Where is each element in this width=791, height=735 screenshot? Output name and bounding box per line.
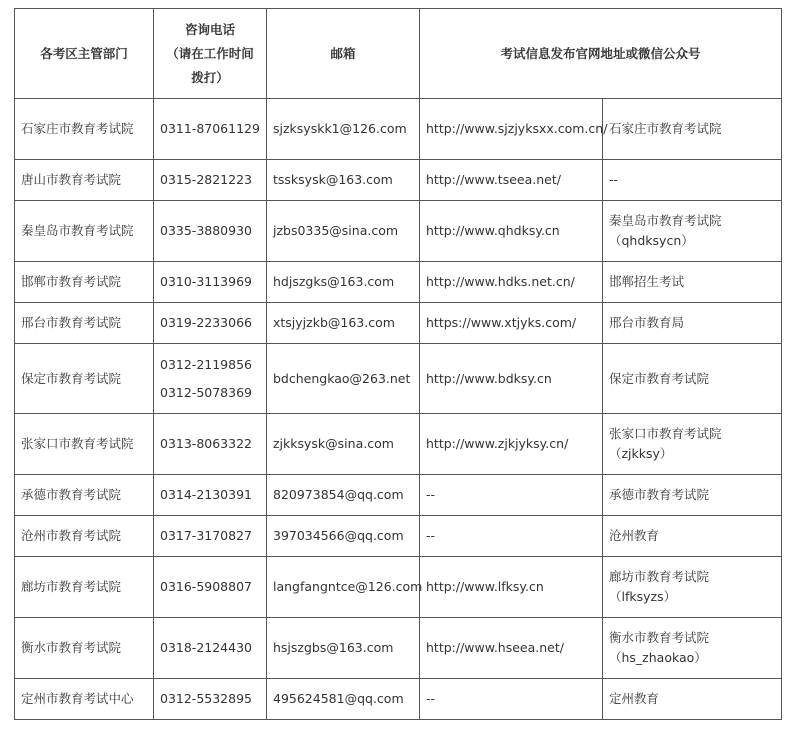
phone-cell: 0310-3113969: [154, 262, 267, 303]
phone-cell: 0319-2233066: [154, 303, 267, 344]
phone-number: 0312-5078369: [160, 384, 252, 400]
header-row: [15, 9, 782, 99]
wechat-id: （zjkksy）: [609, 446, 673, 461]
dept-cell: 邯郸市教育考试院: [15, 262, 154, 303]
wechat-cell: [603, 160, 782, 201]
wechat-cell: [603, 618, 782, 679]
phone-cell: 0314-2130391: [154, 475, 267, 516]
header-phone-line3: 拨打）: [191, 69, 229, 85]
header-dept: 各考区主管部门: [15, 9, 154, 99]
wechat-id: （hs_zhaokao）: [609, 650, 707, 665]
dept-cell: 邢台市教育考试院: [15, 303, 154, 344]
email-cell: hdjszgks@163.com: [267, 262, 420, 303]
website-cell: --: [420, 475, 603, 516]
email-cell: 397034566@qq.com: [267, 516, 420, 557]
wechat-name: 保定市教育考试院: [609, 370, 710, 386]
website-cell: --: [420, 679, 603, 720]
email-cell: zjkksysk@sina.com: [267, 414, 420, 475]
wechat-cell: [603, 201, 782, 262]
dept-cell: 廊坊市教育考试院: [15, 557, 154, 618]
dept-cell: 秦皇岛市教育考试院: [15, 201, 154, 262]
website-cell[interactable]: http://www.hseea.net/: [420, 618, 603, 679]
table-row: [15, 262, 782, 303]
table-row: [15, 516, 782, 557]
wechat-cell: [603, 475, 782, 516]
dept-cell: 沧州市教育考试院: [15, 516, 154, 557]
email-cell: xtsjyjzkb@163.com: [267, 303, 420, 344]
wechat-name: 廊坊市教育考试院: [609, 569, 710, 584]
wechat-cell: [603, 414, 782, 475]
website-cell[interactable]: http://www.hdks.net.cn/: [420, 262, 603, 303]
phone-cell: 0313-8063322: [154, 414, 267, 475]
dept-cell: 石家庄市教育考试院: [15, 99, 154, 160]
website-cell[interactable]: http://www.tseea.net/: [420, 160, 603, 201]
table-row: [15, 557, 782, 618]
dept-cell: 定州市教育考试中心: [15, 679, 154, 720]
wechat-cell: [603, 99, 782, 160]
email-cell: langfangntce@126.com: [267, 557, 420, 618]
header-site: 考试信息发布官网地址或微信公众号: [420, 9, 782, 99]
email-cell: 820973854@qq.com: [267, 475, 420, 516]
table-row: [15, 618, 782, 679]
header-phone-line2: （请在工作时间: [166, 45, 254, 61]
wechat-name: 衡水市教育考试院: [609, 630, 710, 645]
table-row: [15, 201, 782, 262]
website-cell[interactable]: http://www.sjzjyksxx.com.cn/: [420, 99, 603, 160]
dept-cell: 承德市教育考试院: [15, 475, 154, 516]
dept-cell: 衡水市教育考试院: [15, 618, 154, 679]
phone-cell: [154, 344, 267, 414]
dept-cell: 唐山市教育考试院: [15, 160, 154, 201]
phone-cell: 0315-2821223: [154, 160, 267, 201]
wechat-cell: [603, 262, 782, 303]
website-cell: --: [420, 516, 603, 557]
website-cell[interactable]: http://www.bdksy.cn: [420, 344, 603, 414]
email-cell: 495624581@qq.com: [267, 679, 420, 720]
phone-cell: 0335-3880930: [154, 201, 267, 262]
wechat-id: （lfksyzs）: [609, 589, 677, 604]
wechat-name: 承德市教育考试院: [609, 487, 710, 502]
table-row: [15, 679, 782, 720]
header-email: 邮箱: [267, 9, 420, 99]
table-row: [15, 475, 782, 516]
table-row: [15, 160, 782, 201]
phone-cell: 0317-3170827: [154, 516, 267, 557]
website-cell[interactable]: https://www.xtjyks.com/: [420, 303, 603, 344]
contact-table: [14, 8, 782, 720]
email-cell: hsjszgbs@163.com: [267, 618, 420, 679]
header-phone-line1: 咨询电话: [184, 21, 235, 37]
table-row: [15, 344, 782, 414]
email-cell: bdchengkao@263.net: [267, 344, 420, 414]
wechat-cell: [603, 557, 782, 618]
phone-cell: 0312-5532895: [154, 679, 267, 720]
email-cell: jzbs0335@sina.com: [267, 201, 420, 262]
wechat-name: 张家口市教育考试院: [609, 426, 722, 441]
phone-cell: 0311-87061129: [154, 99, 267, 160]
email-cell: tssksysk@163.com: [267, 160, 420, 201]
wechat-name: --: [609, 172, 619, 187]
phone-cell: 0318-2124430: [154, 618, 267, 679]
table-row: [15, 303, 782, 344]
phone-number: 0312-2119856: [160, 356, 252, 372]
website-cell[interactable]: http://www.zjkjyksy.cn/: [420, 414, 603, 475]
header-phone: [154, 9, 267, 99]
wechat-name: 石家庄市教育考试院: [609, 121, 722, 136]
wechat-cell: [603, 516, 782, 557]
email-cell: sjzksyskk1@126.com: [267, 99, 420, 160]
wechat-cell: [603, 344, 782, 414]
website-cell[interactable]: http://www.qhdksy.cn: [420, 201, 603, 262]
phone-cell: 0316-5908807: [154, 557, 267, 618]
wechat-name: 定州教育: [609, 691, 660, 706]
website-cell[interactable]: http://www.lfksy.cn: [420, 557, 603, 618]
dept-cell: 保定市教育考试院: [15, 344, 154, 414]
wechat-cell: [603, 679, 782, 720]
wechat-id: （qhdksycn）: [609, 233, 694, 248]
table-row: [15, 99, 782, 160]
wechat-name: 邯郸招生考试: [609, 274, 685, 289]
wechat-name: 沧州教育: [609, 528, 660, 543]
wechat-cell: [603, 303, 782, 344]
wechat-name: 秦皇岛市教育考试院: [609, 213, 722, 228]
dept-cell: 张家口市教育考试院: [15, 414, 154, 475]
wechat-name: 邢台市教育局: [609, 315, 685, 330]
table-row: [15, 414, 782, 475]
